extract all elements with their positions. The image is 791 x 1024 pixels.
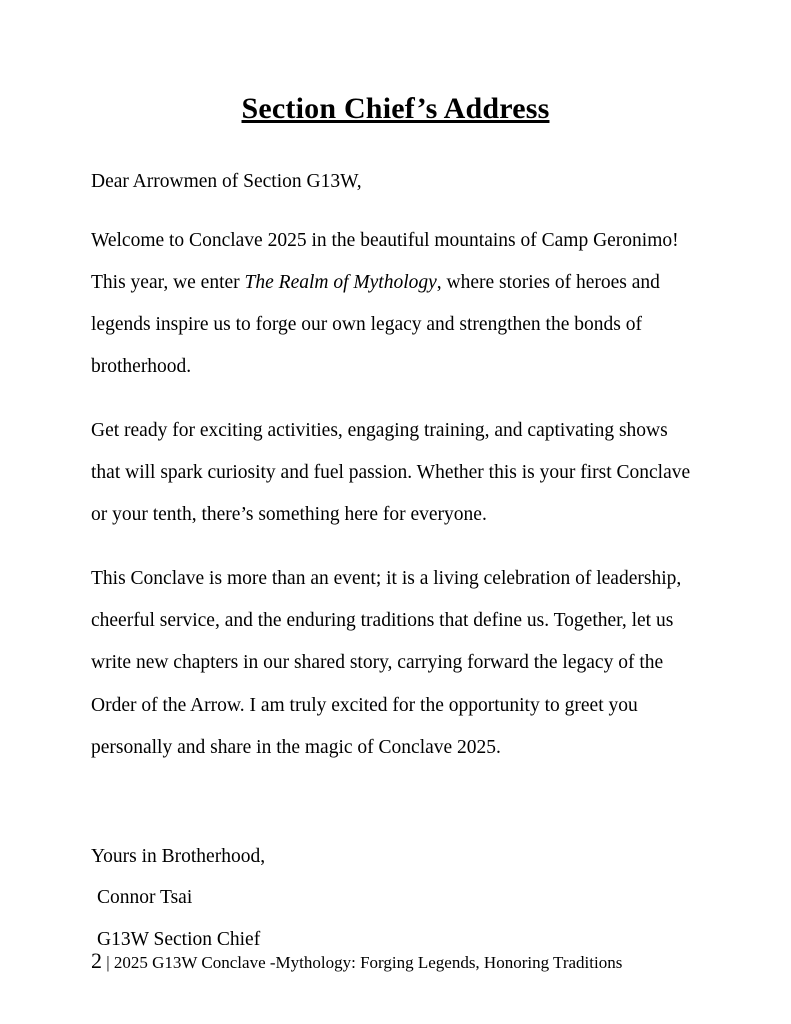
paragraph-activities: [91, 410, 699, 536]
signature-title: G13W Section Chief: [97, 928, 261, 950]
footer-page-number: 2: [91, 948, 102, 973]
paragraph-segment-text: Welcome to Conclave 2025 in the beautiful mountains of Camp Geronimo! This year, we enter: [91, 229, 679, 293]
letter-body: [0, 172, 791, 769]
page-title: Section Chief’s Address: [241, 92, 550, 125]
salutation: Dear Arrowmen of Section G13W,: [91, 171, 362, 192]
signature-name: Connor Tsai: [97, 887, 193, 909]
paragraph-celebration: [91, 558, 699, 769]
paragraph-segment-italic: The Realm of Mythology: [244, 271, 437, 293]
valediction: Yours in Brotherhood,: [91, 845, 266, 867]
footer-text: | 2025 G13W Conclave -Mythology: Forging Legends, Honoring Traditions: [106, 953, 623, 972]
paragraph-welcome: [91, 220, 699, 388]
paragraph-segment-text: This Conclave is more than an event; it is a living celebration of leadership, cheerful service, and the enduring traditions that define us. Together, let us write new chapters in our shared story, carrying forward the legacy of the Order of the Arrow. I am truly excited for the opportunity to greet you personally and share in the magic of Conclave 2025.: [91, 568, 682, 758]
paragraph-segment-text: , where stories of heroes and legends inspire us to forge our own legacy and strengthen the bonds of brotherhood.: [91, 271, 660, 377]
page-footer: [91, 948, 622, 974]
closing-block: [0, 847, 791, 950]
paragraph-segment-text: Get ready for exciting activities, engaging training, and captivating shows that will spark curiosity and fuel passion. Whether this is your first Conclave or your tenth, there’s something here for everyone.: [91, 419, 691, 526]
